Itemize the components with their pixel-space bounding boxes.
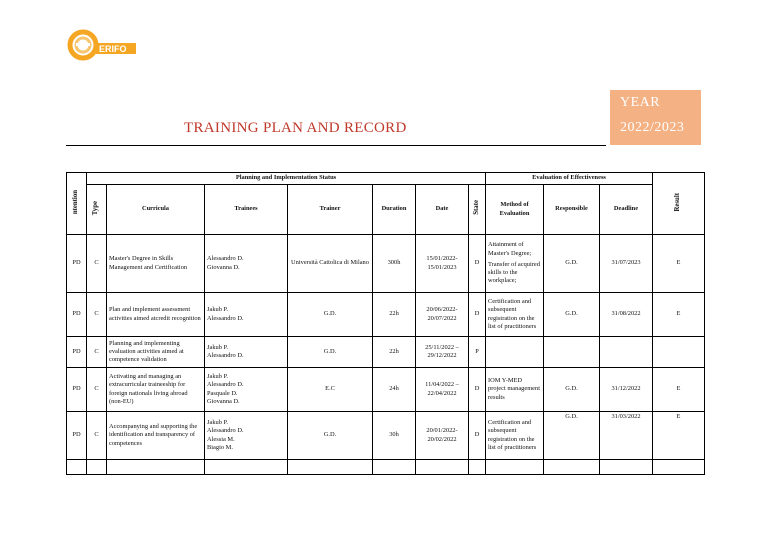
col-header-deadline: Deadline [600,185,653,235]
empty-cell [544,460,600,475]
cell-state: D [469,412,486,460]
empty-cell [600,460,653,475]
cell-curricula: Planning and implementing evaluation activities aimed at competence validation [107,337,205,368]
col-header-intention: ntention [67,173,87,235]
title-divider [66,145,606,146]
cell-result: E [653,368,705,412]
table-row-empty [67,460,705,475]
cell-deadline: 31/08/2022 [600,293,653,337]
cell-deadline: 31/12/2022 [600,368,653,412]
col-header-duration: Duration [373,185,416,235]
year-box [610,90,701,145]
table-row [67,235,705,293]
empty-cell [486,460,544,475]
empty-cell [653,460,705,475]
cell-date: 20/01/2022- 20/02/2022 [416,412,469,460]
col-header-responsible: Responsible [544,185,600,235]
cell-responsible: G.D. [544,368,600,412]
empty-cell [288,460,373,475]
cell-deadline [600,337,653,368]
cell-responsible [544,337,600,368]
cell-intention: PD [67,368,87,412]
logo-text: ERIFO [99,44,127,54]
empty-cell [416,460,469,475]
cell-intention: PD [67,412,87,460]
cell-method: Attainment of Master's Degree; Transfer of acquired skills to the workplace; [486,235,544,293]
cell-method: Certification and subsequent registration on the list of practitioners [486,293,544,337]
cell-state: D [469,235,486,293]
col-header-result: Result [653,173,705,235]
year-value: 2022/2023 [620,120,685,135]
cell-intention: PD [67,235,87,293]
cell-curricula: Plan and implement assessment activities aimed atcredit recognition [107,293,205,337]
table-row [67,368,705,412]
cell-curricula: Accompanying and supporting the identification and transparency of competences [107,412,205,460]
cell-trainer: G.D. [288,293,373,337]
cell-date: 11/04/2022 – 22/04/2022 [416,368,469,412]
cell-result [653,337,705,368]
cell-curricula: Master's Degree in Skills Management and Certification [107,235,205,293]
cell-duration: 22h [373,337,416,368]
cell-trainees: Jakub P. Alessandro D. Alessia M. Biagio M. [205,412,288,460]
table-row [67,337,705,368]
cell-result: E [653,235,705,293]
cell-type: C [87,412,107,460]
empty-cell [67,460,87,475]
col-header-trainer: Trainer [288,185,373,235]
cell-responsible: G.D. [544,293,600,337]
empty-cell [469,460,486,475]
section-planning: Planning and Implementation Status [87,173,486,185]
empty-cell [205,460,288,475]
cell-trainer: G.D. [288,337,373,368]
cell-duration: 30h [373,412,416,460]
table-row [67,293,705,337]
col-header-type: Type [87,185,107,235]
cell-duration: 22h [373,293,416,337]
cell-curricula: Activating and managing an extracurricular traineeship for foreign nationals living abroad (non-EU) [107,368,205,412]
cell-result: E [653,412,705,460]
cell-duration: 300h [373,235,416,293]
cell-state: D [469,293,486,337]
cell-trainees: Jakub P. Alessandro D. [205,293,288,337]
cell-trainer: G.D. [288,412,373,460]
empty-cell [373,460,416,475]
cell-duration: 24h [373,368,416,412]
cell-method: Certification and subsequent registration on the list of practitioners [486,412,544,460]
cell-trainer: Università Cattolica di Milano [288,235,373,293]
cell-trainees: Alessandro D. Giovanna D. [205,235,288,293]
col-header-trainees: Trainees [205,185,288,235]
cell-intention: PD [67,293,87,337]
cell-deadline: 31/03/2022 [600,412,653,460]
empty-cell [87,460,107,475]
year-label: YEAR [620,95,661,110]
erifo-logo-icon [66,26,140,66]
cell-date: 25/11/2022 – 29/12/2022 [416,337,469,368]
cell-state: D [469,368,486,412]
cell-date: 15/01/2022- 15/01/2023 [416,235,469,293]
cell-type: C [87,368,107,412]
cell-type: C [87,337,107,368]
col-header-curricula: Curricula [107,185,205,235]
cell-result: E [653,293,705,337]
training-table [66,172,705,475]
page-title: TRAINING PLAN AND RECORD [184,120,407,136]
cell-state: P [469,337,486,368]
col-header-state: State [469,185,486,235]
cell-method: IOM Y-MED project management results [486,368,544,412]
cell-method [486,337,544,368]
cell-trainer: E.C [288,368,373,412]
section-evaluation: Evaluation of Effectiveness [486,173,653,185]
cell-responsible: G.D. [544,235,600,293]
cell-type: C [87,235,107,293]
table-row [67,412,705,460]
cell-deadline: 31/07/2023 [600,235,653,293]
cell-type: C [87,293,107,337]
col-header-date: Date [416,185,469,235]
cell-trainees: Jakub P. Alessandro D. Pasquale D. Giovanna D. [205,368,288,412]
cell-intention: PD [67,337,87,368]
cell-date: 20/06/2022- 20/07/2022 [416,293,469,337]
cell-trainees: Jakub P. Alessandro D. [205,337,288,368]
col-header-method: Method of Evaluation [486,185,544,235]
cell-responsible: G.D. [544,412,600,460]
empty-cell [107,460,205,475]
